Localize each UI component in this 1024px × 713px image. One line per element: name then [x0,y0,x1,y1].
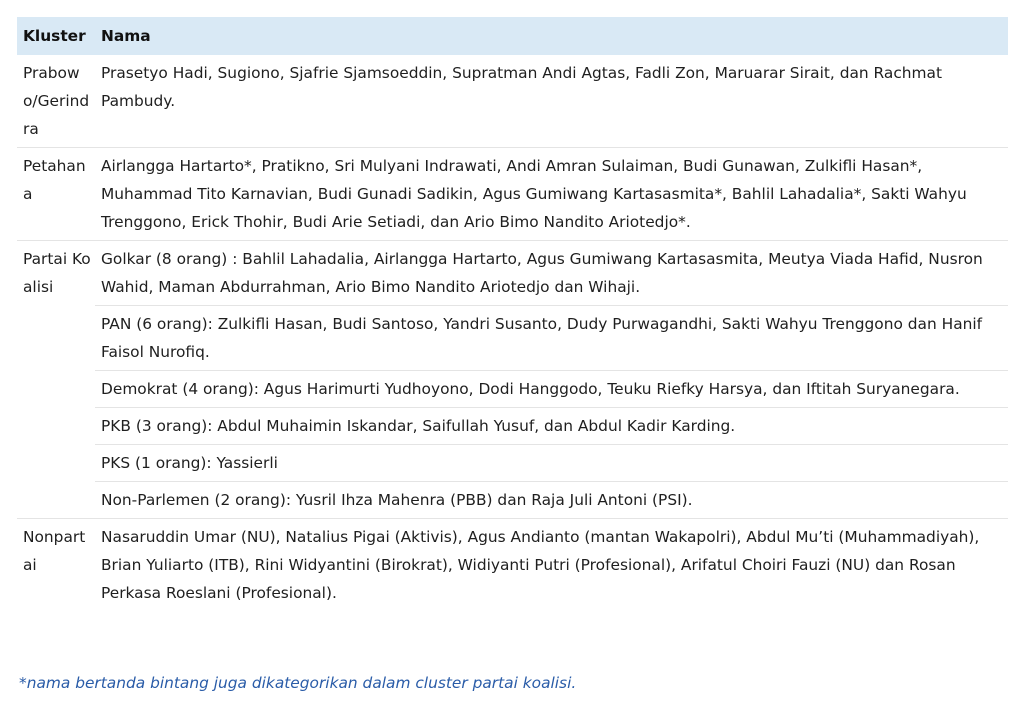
cluster-cell [17,371,95,408]
names-cell: Golkar (8 orang) : Bahlil Lahadalia, Airlangga Hartarto, Agus Gumiwang Kartasasmita, Meutya Viada Hafid, Nusron Wahid, Maman Abdurrahman, Ario Bimo Nandito Ariotedjo dan Wihaji. [95,241,1008,306]
header-kluster: Kluster [17,17,95,55]
header-nama: Nama [95,17,1008,55]
table-header-row [17,17,1008,55]
table-row [17,306,1008,371]
cluster-cell: Petahana [17,148,95,241]
table-row [17,148,1008,241]
names-cell: PKS (1 orang): Yassierli [95,445,1008,482]
cluster-cell [17,482,95,519]
cluster-cell [17,408,95,445]
names-cell: Non-Parlemen (2 orang): Yusril Ihza Mahenra (PBB) dan Raja Juli Antoni (PSI). [95,482,1008,519]
table-row [17,482,1008,519]
table-row [17,519,1008,612]
names-cell: Airlangga Hartarto*, Pratikno, Sri Mulyani Indrawati, Andi Amran Sulaiman, Budi Gunawan, Zulkifli Hasan*, Muhammad Tito Karnavian, Budi Gunadi Sadikin, Agus Gumiwang Kartasasmita*, Bahlil Lahadalia*, Sakti Wahyu Trenggono, Erick Thohir, Budi Arie Setiadi, dan Ario Bimo Nandito Ariotedjo*. [95,148,1008,241]
table-row [17,241,1008,306]
cluster-cell [17,306,95,371]
names-cell: Nasaruddin Umar (NU), Natalius Pigai (Aktivis), Agus Andianto (mantan Wakapolri), Abdul Mu’ti (Muhammadiyah), Brian Yuliarto (ITB), Rini Widyantini (Birokrat), Widiyanti Putri (Profesional), Arifatul Choiri Fauzi (NU) dan Rosan Perkasa Roeslani (Profesional). [101,528,980,602]
cabinet-table-container [17,17,1008,611]
table-row [17,445,1008,482]
cluster-cell: Partai Koalisi [23,250,91,296]
cluster-cell: Nonpartai [23,528,86,574]
table-row [17,408,1008,445]
table-row [17,55,1008,148]
table-row [17,371,1008,408]
names-cell: Demokrat (4 orang): Agus Harimurti Yudhoyono, Dodi Hanggodo, Teuku Riefky Harsya, dan Iftitah Suryanegara. [95,371,1008,408]
cluster-cell [17,445,95,482]
footnote: *nama bertanda bintang juga dikategorikan dalam cluster partai koalisi. [19,674,577,692]
cabinet-cluster-table [17,17,1008,611]
names-cell: PKB (3 orang): Abdul Muhaimin Iskandar, Saifullah Yusuf, dan Abdul Kadir Karding. [95,408,1008,445]
names-cell: Prasetyo Hadi, Sugiono, Sjafrie Sjamsoeddin, Supratman Andi Agtas, Fadli Zon, Maruarar Sirait, dan Rachmat Pambudy. [95,55,1008,148]
names-cell: PAN (6 orang): Zulkifli Hasan, Budi Santoso, Yandri Susanto, Dudy Purwagandhi, Sakti Wahyu Trenggono dan Hanif Faisol Nurofiq. [95,306,1008,371]
cluster-cell: Prabowo/Gerindra [17,55,95,148]
